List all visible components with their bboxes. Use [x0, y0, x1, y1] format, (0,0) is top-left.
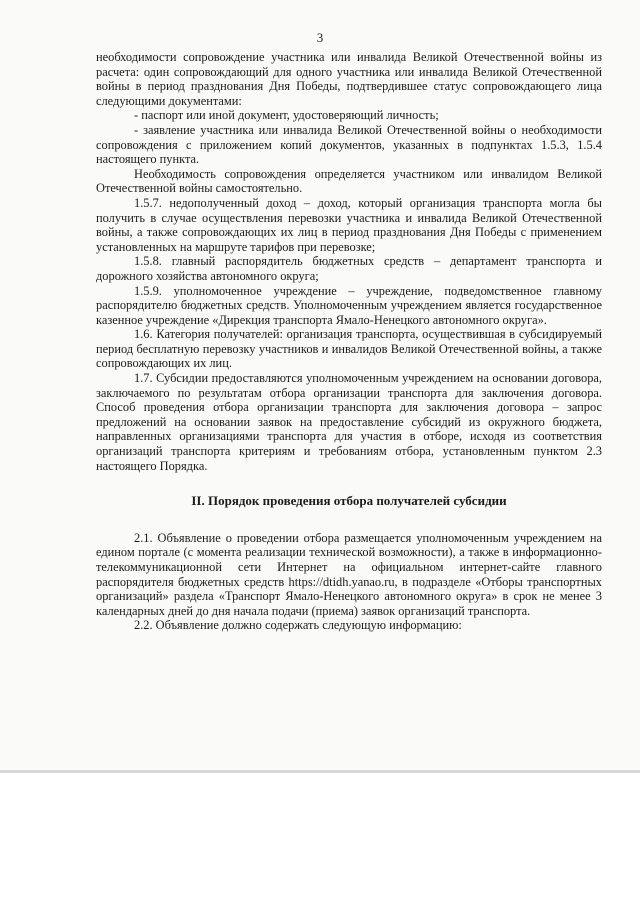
paragraph-2-1: 2.1. Объявление о проведении отбора размещается уполномоченным учреждением на едином портале (с момента реализации технической возможности), а также в информационно-телекоммуникационной сети Интернет на официальном интернет-сайте главного распорядителя бюджетных средств https://dtidh.yanao.ru, в подразделе «Отборы транспортных организаций» раздела «Транспорт Ямало-Ненецкого автономного округа» в срок не менее 3 календарных дней до дня начала подачи (приема) заявок организаций транспорта. [96, 530, 602, 618]
scan-edge-divider [0, 770, 640, 773]
paragraph-escort-necessity: Необходимость сопровождения определяется участником или инвалидом Великой Отечественной войны самостоятельно. [96, 166, 602, 196]
paragraph-1-5-8: 1.5.8. главный распорядитель бюджетных средств – департамент транспорта и дорожного хозяйства автономного округа; [96, 254, 602, 283]
document-body [96, 50, 602, 633]
section-title: II. Порядок проведения отбора получателей субсидии [191, 493, 507, 509]
paragraph-1-5-9: 1.5.9. уполномоченное учреждение – учреждение, подведомственное главному распорядителю бюджетных средств. Уполномоченным учреждением является государственное казенное учреждение «Дирекция транспорта Ямало-Ненецкого автономного округа». [96, 283, 602, 327]
list-item-application: - заявление участника или инвалида Великой Отечественной войны о необходимости сопровождения с приложением копий документов, указанных в подпунктах 1.5.3, 1.5.4 настоящего пункта. [96, 122, 602, 167]
paragraph-2-2: 2.2. Объявление должно содержать следующую информацию: [134, 618, 462, 633]
paragraph-1-5-7: 1.5.7. недополученный доход – доход, который организация транспорта могла бы получить в случае осуществления перевозки участника и инвалида Великой Отечественной войны, а также сопровождающих их лиц в период празднования Дня Победы с применением установленных на маршруте тарифов при перевозке; [96, 195, 602, 254]
paragraph-1-6: 1.6. Категория получателей: организация транспорта, осуществившая в субсидируемый период бесплатную перевозку участников и инвалидов Великой Отечественной войны, а также сопровождающих их лиц. [96, 327, 602, 371]
page-number: 3 [316, 30, 324, 45]
list-item-passport: - паспорт или иной документ, удостоверяющий личность; [134, 108, 439, 123]
paragraph-continuation: необходимости сопровождение участника или инвалида Великой Отечественной войны из расчета: один сопровождающий для одного участника или инвалида Великой Отечественной войны в период празднования Дня Победы, подтвердившее статус сопровождающего лица следующими документами: [96, 50, 602, 108]
paragraph-1-7: 1.7. Субсидии предоставляются уполномоченным учреждением на основании договора, заключаемого по результатам отбора организации транспорта для заключения договора. Способ проведения отбора организации транспорта для заключения договора – запрос предложений на основании заявок на предоставление субсидий из окружного бюджета, направленных организациями транспорта для участия в отборе, исходя из соответствия организаций транспорта критериям и требованиям отбора, установленным пунктом 2.3 настоящего Порядка. [96, 371, 602, 473]
